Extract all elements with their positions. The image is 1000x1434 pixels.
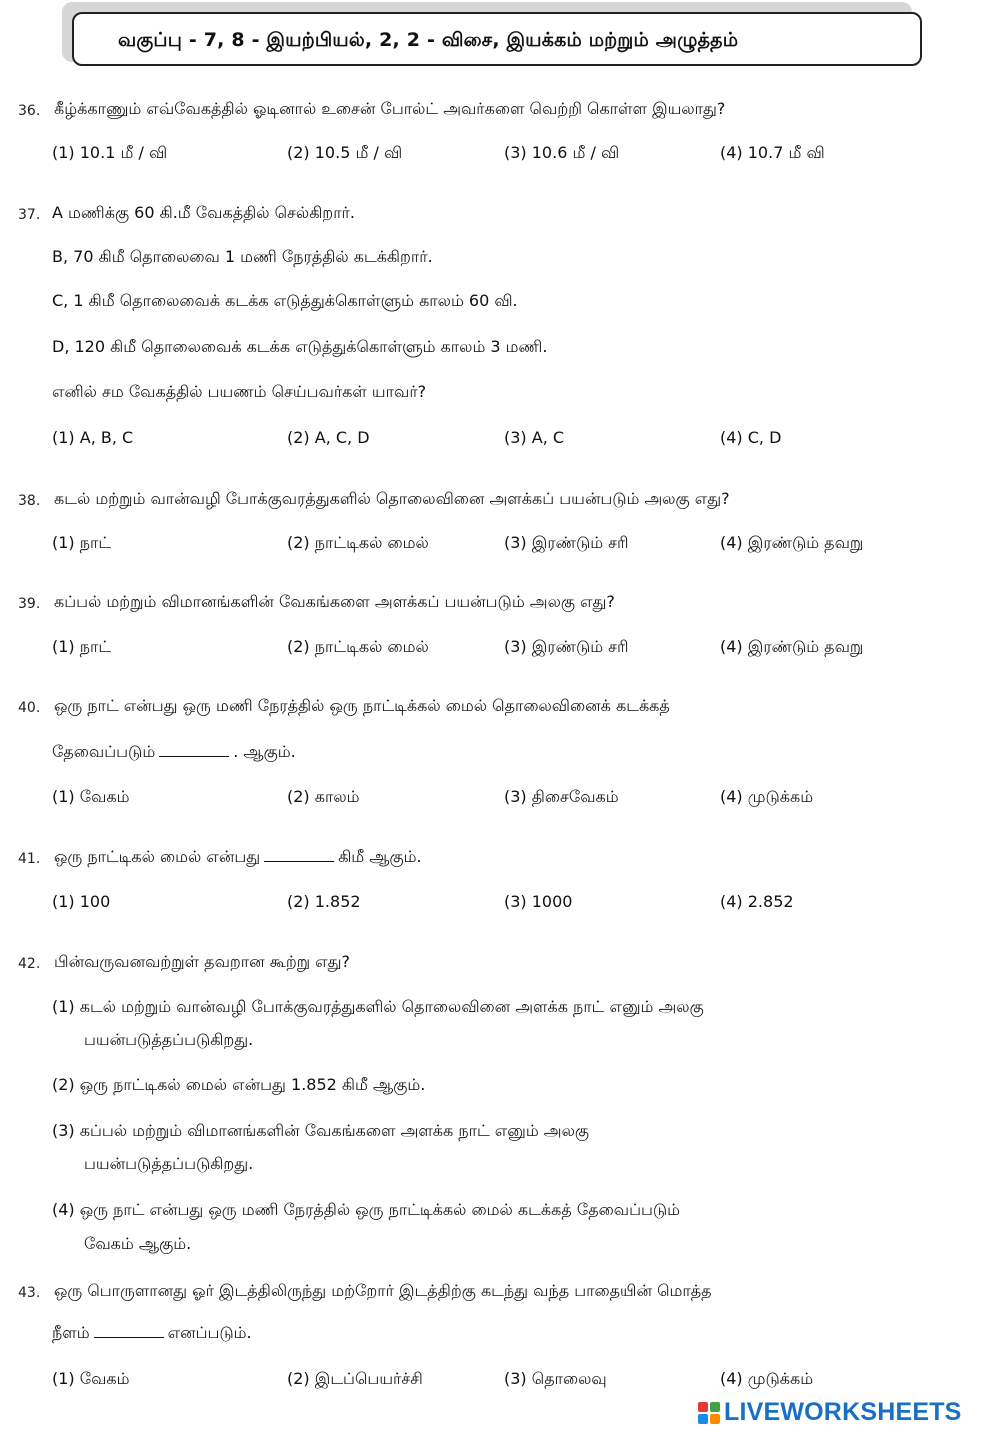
option-3[interactable]: (3) 10.6 மீ / வி <box>504 143 620 162</box>
option-3[interactable]: (3) கப்பல் மற்றும் விமானங்களின் வேகங்களை அளக்க நாட் எனும் அலகு <box>52 1121 589 1140</box>
question-number: 43. <box>18 1285 41 1301</box>
option-1[interactable]: (1) வேகம் <box>52 1369 130 1388</box>
statement-c: C, 1 கிமீ தொலைவைக் கடக்க எடுத்துக்கொள்ளும் காலம் 60 வி. <box>52 291 518 310</box>
question-number: 38. <box>18 493 41 509</box>
option-1[interactable]: (1) A, B, C <box>52 428 134 447</box>
question-text-line2 <box>52 741 296 763</box>
option-1[interactable]: (1) 100 <box>52 892 111 911</box>
option-4[interactable]: (4) இரண்டும் தவறு <box>720 637 864 656</box>
option-3[interactable]: (3) திசைவேகம் <box>504 787 619 806</box>
option-3[interactable]: (3) இரண்டும் சரி <box>504 637 629 656</box>
question-text: கீழ்க்காணும் எவ்வேகத்தில் ஓடினால் உசைன் போல்ட் அவர்களை வெற்றி கொள்ள இயலாது? <box>54 99 726 118</box>
option-4[interactable]: (4) முடுக்கம் <box>720 1369 814 1388</box>
option-4[interactable]: (4) இரண்டும் தவறு <box>720 533 864 552</box>
liveworksheets-logo[interactable] <box>698 1398 962 1427</box>
option-4[interactable]: (4) முடுக்கம் <box>720 787 814 806</box>
option-1[interactable]: (1) நாட் <box>52 533 112 552</box>
option-4[interactable]: (4) ஒரு நாட் என்பது ஒரு மணி நேரத்தில் ஒரு நாட்டிக்கல் மைல் கடக்கத் தேவைப்படும் <box>52 1200 681 1219</box>
option-3[interactable]: (3) இரண்டும் சரி <box>504 533 629 552</box>
question-text-line2 <box>52 1322 252 1344</box>
option-2[interactable]: (2) நாட்டிகல் மைல் <box>287 533 429 552</box>
option-3-continued[interactable]: பயன்படுத்தப்படுகிறது. <box>84 1154 254 1173</box>
question-number: 37. <box>18 207 41 223</box>
page-title: வகுப்பு - 7, 8 - இயற்பியல், 2, 2 - விசை, இயக்கம் மற்றும் அழுத்தம் <box>118 29 739 51</box>
option-1[interactable]: (1) வேகம் <box>52 787 130 806</box>
question-text: கடல் மற்றும் வான்வழி போக்குவரத்துகளில் தொலைவினை அளக்கப் பயன்படும் அலகு எது? <box>54 489 730 508</box>
question-text-part: தேவைப்படும் <box>52 742 156 761</box>
question-text: ஒரு நாட் என்பது ஒரு மணி நேரத்தில் ஒரு நாட்டிக்கல் மைல் தொலைவினைக் கடக்கத் <box>54 696 670 715</box>
logo-mark-icon <box>698 1402 720 1424</box>
question-text-part: நீளம் <box>52 1323 90 1342</box>
option-1[interactable]: (1) 10.1 மீ / வி <box>52 143 168 162</box>
question-text-part: எனப்படும். <box>167 1323 252 1342</box>
option-2[interactable]: (2) நாட்டிகல் மைல் <box>287 637 429 656</box>
option-1-continued[interactable]: பயன்படுத்தப்படுகிறது. <box>84 1030 254 1049</box>
question-text: எனில் சம வேகத்தில் பயணம் செய்பவர்கள் யாவர்? <box>52 382 427 401</box>
question-text <box>54 846 422 868</box>
option-4-continued[interactable]: வேகம் ஆகும். <box>84 1234 192 1253</box>
option-2[interactable]: (2) இடப்பெயர்ச்சி <box>287 1369 423 1388</box>
answer-blank[interactable] <box>264 860 334 862</box>
option-4[interactable]: (4) 10.7 மீ வி <box>720 143 825 162</box>
answer-blank[interactable] <box>94 1336 164 1338</box>
option-3[interactable]: (3) தொலைவு <box>504 1369 607 1388</box>
option-2[interactable]: (2) ஒரு நாட்டிகல் மைல் என்பது 1.852 கிமீ ஆகும். <box>52 1075 426 1094</box>
question-text-part: கிமீ ஆகும். <box>338 847 422 866</box>
question-text-part: ஒரு நாட்டிகல் மைல் என்பது <box>54 847 261 866</box>
option-2[interactable]: (2) 10.5 மீ / வி <box>287 143 403 162</box>
option-3[interactable]: (3) A, C <box>504 428 565 447</box>
statement-b: B, 70 கிமீ தொலைவை 1 மணி நேரத்தில் கடக்கிறார். <box>52 247 433 266</box>
question-number: 42. <box>18 956 41 972</box>
question-number: 39. <box>18 596 41 612</box>
question-text: ஒரு பொருளானது ஓர் இடத்திலிருந்து மற்றோர் இடத்திற்கு கடந்து வந்த பாதையின் மொத்த <box>54 1281 712 1300</box>
option-3[interactable]: (3) 1000 <box>504 892 573 911</box>
option-2[interactable]: (2) 1.852 <box>287 892 361 911</box>
logo-text: LIVEWORKSHEETS <box>724 1398 962 1426</box>
answer-blank[interactable] <box>159 755 229 757</box>
option-4[interactable]: (4) C, D <box>720 428 782 447</box>
statement-a: A மணிக்கு 60 கி.மீ வேகத்தில் செல்கிறார். <box>52 203 355 222</box>
statement-d: D, 120 கிமீ தொலைவைக் கடக்க எடுத்துக்கொள்ளும் காலம் 3 மணி. <box>52 337 548 356</box>
question-number: 40. <box>18 700 41 716</box>
question-text: பின்வருவனவற்றுள் தவறான கூற்று எது? <box>54 952 351 971</box>
option-4[interactable]: (4) 2.852 <box>720 892 794 911</box>
option-1[interactable]: (1) நாட் <box>52 637 112 656</box>
question-number: 36. <box>18 103 41 119</box>
question-number: 41. <box>18 851 41 867</box>
question-text: கப்பல் மற்றும் விமானங்களின் வேகங்களை அளக்கப் பயன்படும் அலகு எது? <box>54 592 615 611</box>
option-2[interactable]: (2) காலம் <box>287 787 360 806</box>
option-2[interactable]: (2) A, C, D <box>287 428 370 447</box>
option-1[interactable]: (1) கடல் மற்றும் வான்வழி போக்குவரத்துகளில் தொலைவினை அளக்க நாட் எனும் அலகு <box>52 997 704 1016</box>
question-text-part: . ஆகும். <box>233 742 296 761</box>
